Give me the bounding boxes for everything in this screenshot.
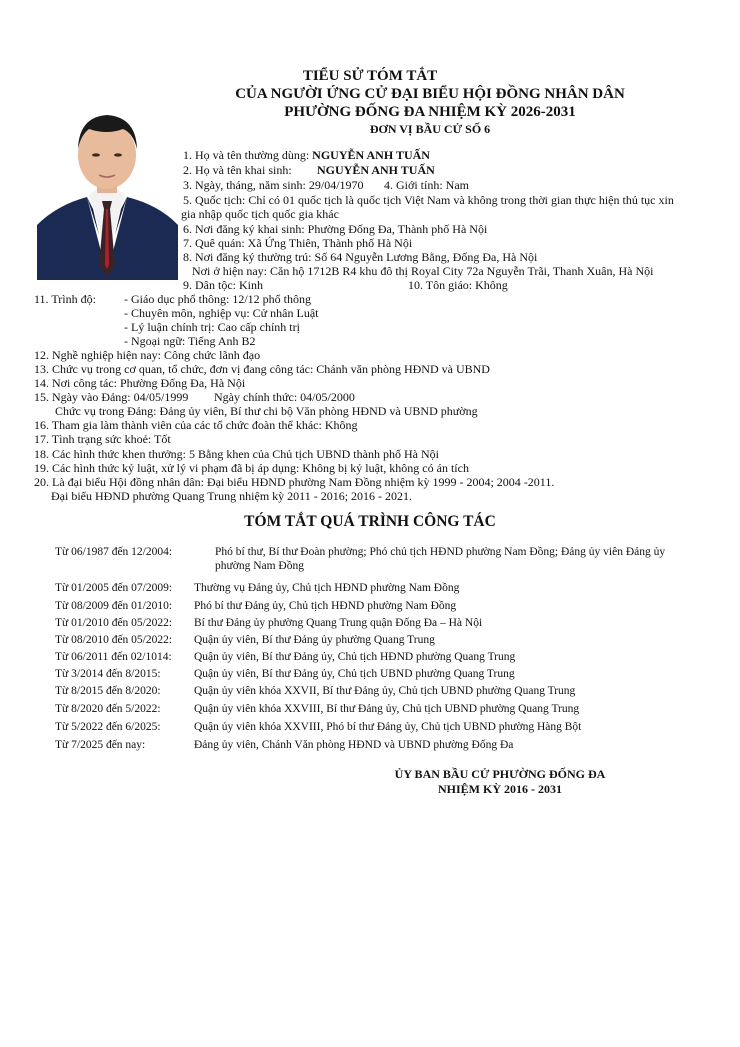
field-occupation: 12. Nghề nghiệp hiện nay: Công chức lãnh đạo (34, 348, 261, 362)
doc-ward-term: PHƯỜNG ĐỐNG ĐA NHIỆM KỲ 2026-2031 (284, 104, 576, 120)
career-desc: Thường vụ Đảng ủy, Chủ tịch HĐND phường Nam Đồng (194, 582, 460, 594)
field-party-position: Chức vụ trong Đảng: Đảng ủy viên, Bí thư chi bộ Văn phòng HĐND và UBND phường (55, 404, 478, 418)
committee-name: ỦY BAN BẦU CỬ PHƯỜNG ĐỐNG ĐA (394, 767, 606, 781)
field-council-member: 20. Là đại biểu Hội đồng nhân dân: Đại biểu HĐND phường Nam Đồng nhiệm kỳ 1999 - 2004; 2004 -2011. (34, 475, 555, 489)
education-general: - Giáo dục phổ thông: 12/12 phổ thông (124, 292, 311, 306)
education-professional: - Chuyên môn, nghiệp vụ: Cử nhân Luật (124, 306, 319, 320)
candidate-photo (37, 105, 178, 280)
field-common-name (183, 148, 430, 163)
field-education-label: 11. Trình độ: (34, 292, 96, 306)
career-desc: Bí thư Đảng ủy phường Quang Trung quận Đống Đa – Hà Nội (194, 617, 483, 629)
field-awards: 18. Các hình thức khen thưởng: 5 Bằng khen của Chủ tịch UBND thành phố Hà Nội (34, 447, 439, 461)
field-discipline: 19. Các hình thức kỷ luật, xử lý vi phạm đã bị áp dụng: Không bị kỷ luật, không có án tích (34, 461, 469, 475)
field-label: 1. Họ và tên thường dùng: (183, 148, 313, 162)
education-political: - Lý luận chính trị: Cao cấp chính trị (124, 320, 300, 334)
field-gender: 4. Giới tính: Nam (384, 178, 470, 192)
career-date: Từ 3/2014 đến 8/2015: (55, 668, 161, 680)
field-birth-date: 3. Ngày, tháng, năm sinh: 29/04/1970 (183, 178, 364, 192)
field-religion: 10. Tôn giáo: Không (408, 278, 508, 292)
doc-title: TIỂU SỬ TÓM TẮT (302, 68, 438, 84)
field-council-member-cont: Đại biểu HĐND phường Quang Trung nhiệm kỳ 2011 - 2016; 2016 - 2021. (51, 489, 413, 503)
career-desc-cont: phường Nam Đồng (215, 560, 304, 572)
candidate-name: NGUYỄN ANH TUẤN (312, 148, 430, 162)
birth-name-value: NGUYỄN ANH TUẤN (317, 163, 435, 177)
field-nationality: 5. Quốc tịch: Chỉ có 01 quốc tịch là quốc tịch Việt Nam và không trong thời gian thực hiện thủ tục xin (183, 193, 674, 207)
field-workplace: 14. Nơi công tác: Phường Đống Đa, Hà Nội (34, 376, 246, 390)
field-party-official-date: Ngày chính thức: 04/05/2000 (214, 390, 355, 404)
career-desc: Quận ủy viên khóa XXVIII, Bí thư Đảng ủy, Chủ tịch UBND phường Quang Trung (194, 703, 580, 715)
field-position: 13. Chức vụ trong cơ quan, tổ chức, đơn vị đang công tác: Chánh văn phòng HĐND và UBND (34, 362, 490, 376)
career-desc: Phó bí thư, Bí thư Đoàn phường; Phó chủ tịch HĐND phường Nam Đồng; Đảng ủy viên Đảng ủy (215, 546, 666, 558)
career-date: Từ 06/1987 đến 12/2004: (55, 546, 173, 558)
career-date: Từ 08/2009 đến 01/2010: (55, 600, 173, 612)
field-ethnicity: 9. Dân tộc: Kinh (183, 278, 263, 292)
career-date: Từ 01/2005 đến 07/2009: (55, 582, 173, 594)
field-health: 17. Tình trạng sức khoẻ: Tốt (34, 432, 171, 446)
career-desc: Quận ủy viên khóa XXVIII, Phó bí thư Đảng ủy, Chủ tịch UBND phường Hàng Bột (194, 721, 582, 733)
committee-term: NHIỆM KỲ 2016 - 2031 (438, 782, 562, 796)
doc-subtitle: CỦA NGƯỜI ỨNG CỬ ĐẠI BIỂU HỘI ĐỒNG NHÂN DÂN (235, 86, 625, 102)
field-nationality-cont: gia nhập quốc tịch quốc gia khác (181, 207, 339, 221)
career-date: Từ 8/2020 đến 5/2022: (55, 703, 161, 715)
career-date: Từ 08/2010 đến 05/2022: (55, 634, 173, 646)
field-permanent-address: 8. Nơi đăng ký thường trú: Số 64 Nguyễn Lương Bằng, Đống Đa, Hà Nội (183, 250, 538, 264)
career-date: Từ 5/2022 đến 6/2025: (55, 721, 161, 733)
career-desc: Quận ủy viên, Bí thư Đảng ủy, Chủ tịch UBND phường Quang Trung (194, 668, 515, 680)
education-language: - Ngoại ngữ: Tiếng Anh B2 (124, 334, 256, 348)
field-label: 2. Họ và tên khai sinh: (183, 163, 292, 177)
career-desc: Phó bí thư Đảng ủy, Chủ tịch HĐND phường Nam Đồng (194, 600, 457, 612)
field-current-address: Nơi ở hiện nay: Căn hộ 1712B R4 khu đô thị Royal City 72a Nguyễn Trãi, Thanh Xuân, Hà Nội (192, 264, 654, 278)
field-other-organizations: 16. Tham gia làm thành viên của các tổ chức đoàn thể khác: Không (34, 418, 358, 432)
career-date: Từ 01/2010 đến 05/2022: (55, 617, 173, 629)
doc-constituency: ĐƠN VỊ BẦU CỬ SỐ 6 (369, 122, 491, 136)
field-birth-registration: 6. Nơi đăng ký khai sinh: Phường Đống Đa, Thành phố Hà Nội (183, 222, 488, 236)
field-hometown: 7. Quê quán: Xã Ứng Thiên, Thành phố Hà Nội (183, 236, 413, 250)
career-desc: Quận ủy viên khóa XXVII, Bí thư Đảng ủy, Chủ tịch UBND phường Quang Trung (194, 685, 576, 697)
career-section-title: TÓM TẮT QUÁ TRÌNH CÔNG TÁC (244, 513, 496, 530)
career-date: Từ 7/2025 đến nay: (55, 739, 146, 751)
career-date: Từ 8/2015 đến 8/2020: (55, 685, 161, 697)
career-date: Từ 06/2011 đến 02/1014: (55, 651, 172, 663)
career-desc: Đảng ủy viên, Chánh Văn phòng HĐND và UBND phường Đống Đa (194, 739, 514, 751)
career-desc: Quận ủy viên, Bí thư Đảng ủy phường Quang Trung (194, 634, 435, 646)
field-birth-name (183, 163, 292, 178)
field-party-join-date: 15. Ngày vào Đảng: 04/05/1999 (34, 390, 189, 404)
career-desc: Quận ủy viên, Bí thư Đảng ủy, Chủ tịch HĐND phường Quang Trung (194, 651, 516, 663)
portrait-icon (37, 105, 178, 280)
